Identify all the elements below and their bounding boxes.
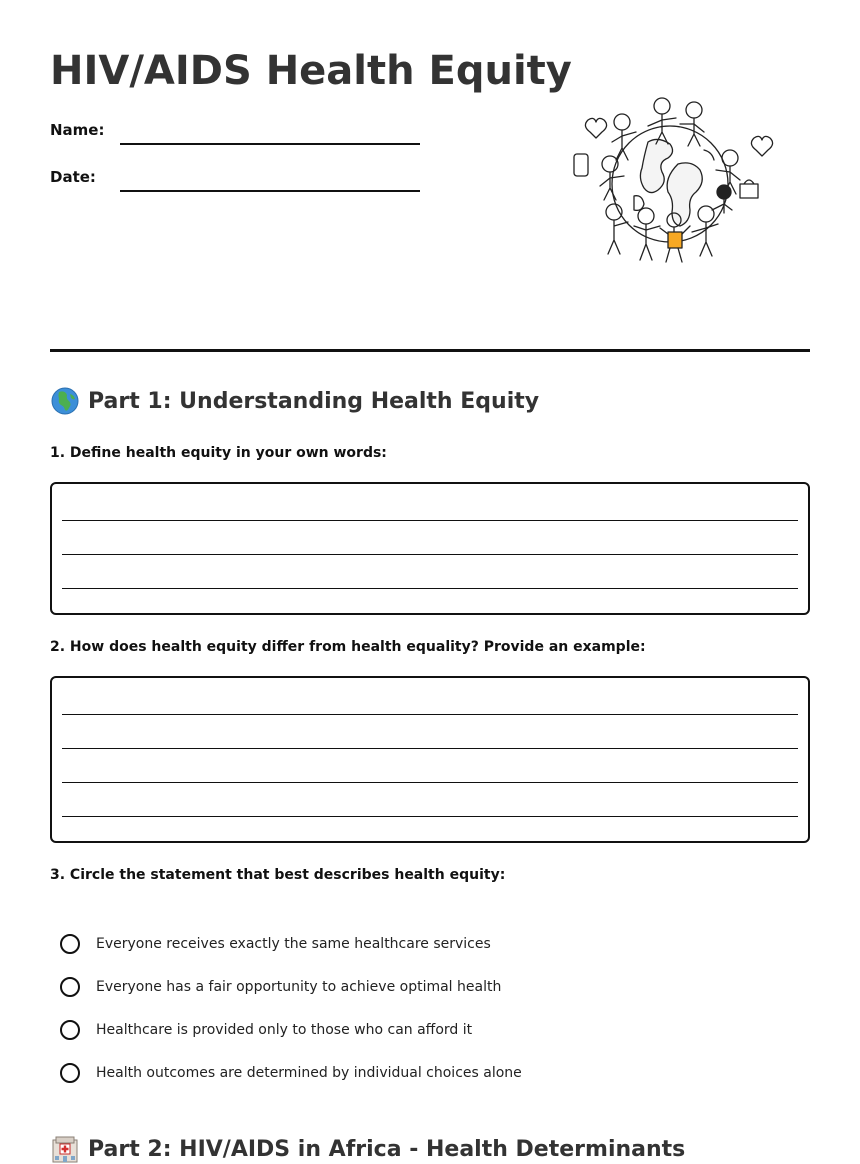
option-2[interactable] [60,974,501,1000]
option-circle[interactable] [60,1020,80,1040]
worksheet-page [50,0,810,1161]
question-2: 2. How does health equity differ from health equality? Provide an example: [50,639,646,655]
part1-heading [50,386,539,416]
answer-line[interactable] [62,588,798,589]
answer-line[interactable] [62,714,798,715]
question-1: 1. Define health equity in your own words: [50,445,387,461]
answer-line[interactable] [62,748,798,749]
part1-heading-text: Part 1: Understanding Health Equity [88,388,540,414]
name-label: Name: [50,121,105,139]
answer-line[interactable] [62,520,798,521]
option-text: Everyone receives exactly the same healthcare services [96,936,491,952]
part2-heading [50,1134,685,1164]
answer-line[interactable] [62,782,798,783]
part2-heading-text: Part 2: HIV/AIDS in Africa - Health Determinants [88,1136,686,1162]
option-4[interactable] [60,1060,522,1086]
question-3: 3. Circle the statement that best describes health equity: [50,867,506,883]
option-text: Healthcare is provided only to those who can afford it [96,1022,473,1038]
option-text: Everyone has a fair opportunity to achieve optimal health [96,979,502,995]
option-1[interactable] [60,931,491,957]
page-title: HIV/AIDS Health Equity [50,48,572,94]
children-around-globe-illustration [570,92,776,272]
answer-box-2[interactable] [50,676,810,843]
answer-line[interactable] [62,554,798,555]
date-label: Date: [50,168,96,186]
option-text: Health outcomes are determined by individual choices alone [96,1065,522,1081]
answer-line[interactable] [62,816,798,817]
globe-africa-icon [50,386,80,416]
hospital-icon [50,1134,80,1164]
option-3[interactable] [60,1017,472,1043]
option-circle[interactable] [60,1063,80,1083]
option-circle[interactable] [60,934,80,954]
option-circle[interactable] [60,977,80,997]
date-field[interactable] [120,190,420,192]
section-divider [50,349,810,352]
name-field[interactable] [120,143,420,145]
answer-box-1[interactable] [50,482,810,615]
